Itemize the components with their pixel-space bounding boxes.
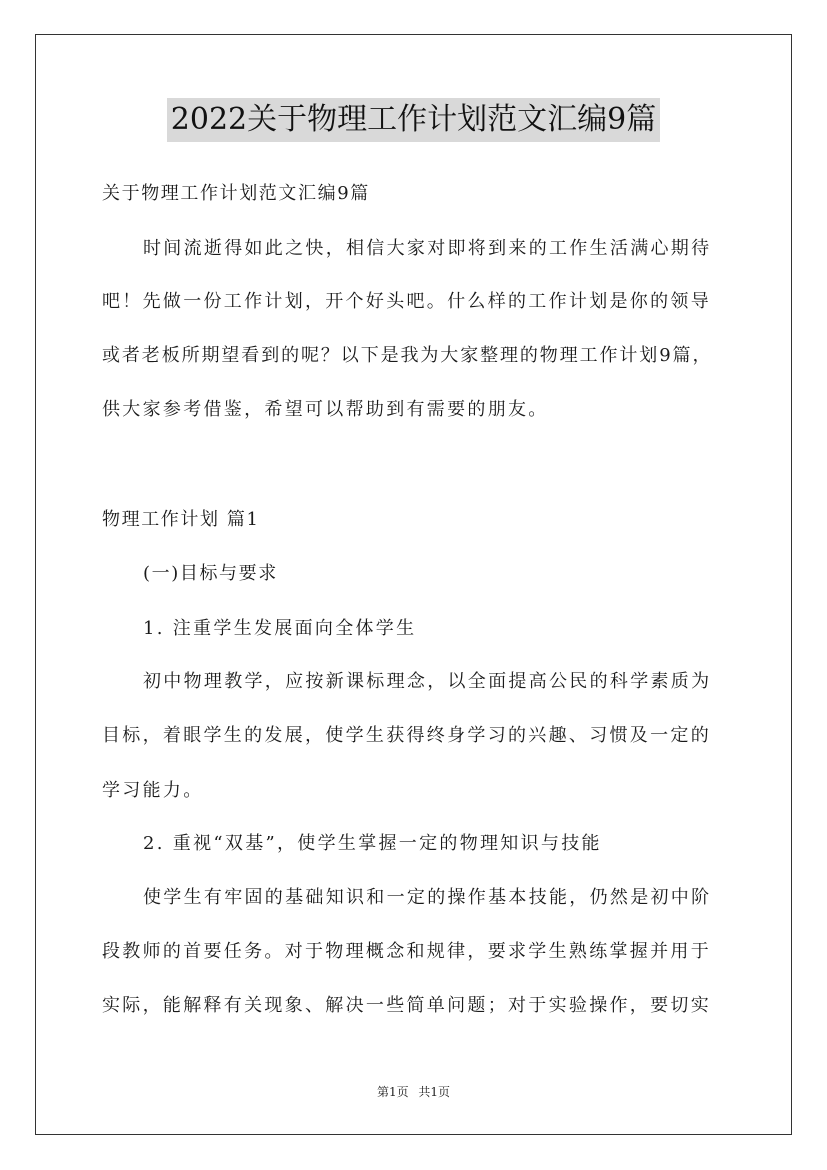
paragraph-line: 供大家参考借鉴，希望可以帮助到有需要的朋友。 [102,399,549,420]
paragraph-line: 时间流逝得如此之快，相信大家对即将到来的工作生活满心期待 [143,238,712,259]
document-subtitle: 关于物理工作计划范文汇编9篇 [102,183,370,204]
paragraph-line: 使学生有牢固的基础知识和一定的操作基本技能，仍然是初中阶 [143,887,712,908]
document-title: 2022关于物理工作计划范文汇编9篇 [167,98,660,142]
page-total-label: 共1页 [418,1085,451,1099]
subsection-heading: 2. 重视“双基”，使学生掌握一定的物理知识与技能 [143,833,602,854]
paragraph-line: 段教师的首要任务。对于物理概念和规律，要求学生熟练掌握并用于 [102,941,711,962]
title-container [0,98,827,142]
page-number-label: 第1页 [376,1085,409,1099]
paragraph-line: 目标，着眼学生的发展，使学生获得终身学习的兴趣、习惯及一定的 [102,725,711,746]
subsection-heading: (一)目标与要求 [143,563,278,584]
page-footer [0,1084,827,1100]
paragraph-line: 吧！先做一份工作计划，开个好头吧。什么样的工作计划是你的领导 [102,291,711,312]
subsection-heading: 1. 注重学生发展面向全体学生 [143,618,417,639]
paragraph-line: 实际，能解释有关现象、解决一些简单问题；对于实验操作，要切实 [102,995,711,1016]
section-heading: 物理工作计划 篇1 [102,509,260,530]
paragraph-line: 初中物理教学，应按新课标理念，以全面提高公民的科学素质为 [143,671,712,692]
paragraph-line: 学习能力。 [102,780,204,801]
paragraph-line: 或者老板所期望看到的呢？以下是我为大家整理的物理工作计划9篇， [102,345,713,366]
